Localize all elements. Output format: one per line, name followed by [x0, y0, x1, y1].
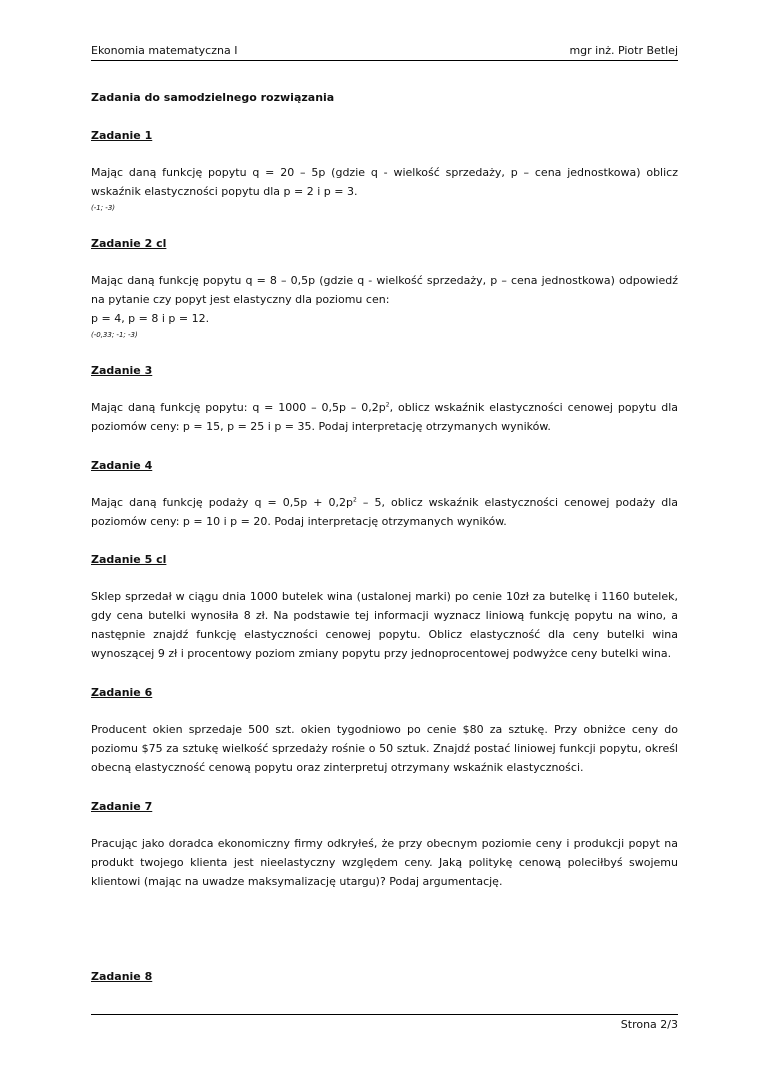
task-1-text: Mając daną funkcję popytu q = 20 – 5p (gdzie q - wielkość sprzedaży, p – cena jednostkowa) oblicz wskaźnik elastyczności popytu dla p = 2 i p = 3. — [91, 166, 678, 198]
task-5-text: Sklep sprzedał w ciągu dnia 1000 butelek wina (ustalonej marki) po cenie 10zł za butelkę i 1160 butelek, gdy cena butelki wynosiła 8 zł. Na podstawie tej informacji wyznacz liniową funkcję popytu na wino, a następnie znajdź funkcję elastyczności cenowej popytu. Oblicz elastyczność dla ceny butelki wina wynoszącej 9 zł i procentowy poziom zmiany popytu przy jednoprocentowej podwyżce ceny butelki wina. — [91, 590, 678, 660]
task-3-text — [91, 398, 678, 436]
task-4-title: Zadanie 4 — [91, 459, 153, 472]
section-title: Zadania do samodzielnego rozwiązania — [91, 91, 335, 104]
task-4-text-b: – 5, oblicz wskaźnik elastyczności cenowej podaży dla poziomów ceny: p = 10 i p = 20. Podaj interpretację otrzymanych wyników. — [91, 496, 678, 528]
task-1-title: Zadanie 1 — [91, 129, 153, 142]
task-2-text-prices: p = 4, p = 8 i p = 12. — [91, 312, 210, 325]
task-5-title: Zadanie 5 cl — [91, 553, 167, 566]
task-7-title: Zadanie 7 — [91, 800, 153, 813]
task-2-answer: (-0,33; -1; -3) — [91, 331, 138, 339]
task-3-text-b: , oblicz wskaźnik elastyczności cenowej popytu dla poziomów ceny: p = 15, p = 25 i p = 35. Podaj interpretację otrzymanych wyników. — [91, 401, 678, 433]
task-1-answer: (-1; -3) — [91, 204, 116, 212]
task-3-exponent: 2 — [385, 401, 390, 409]
task-2-title: Zadanie 2 cl — [91, 237, 167, 250]
task-4-text — [91, 493, 678, 531]
course-title: Ekonomia matematyczna I — [91, 44, 238, 57]
page-footer — [91, 1014, 678, 1031]
task-2-text: Mając daną funkcję popytu q = 8 – 0,5p (gdzie q - wielkość sprzedaży, p – cena jednostkowa) odpowiedź na pytanie czy popyt jest elastyczny dla poziomu cen: — [91, 274, 678, 306]
task-4-text-a: Mając daną funkcję podaży q = 0,5p + 0,2p — [91, 496, 354, 509]
task-3-title: Zadanie 3 — [91, 364, 153, 377]
page-number: Strona 2/3 — [620, 1018, 678, 1031]
task-3-text-a: Mając daną funkcję popytu: q = 1000 – 0,5p – 0,2p — [91, 401, 386, 414]
task-4-exponent: 2 — [353, 496, 357, 504]
page-header — [91, 44, 678, 61]
task-6-title: Zadanie 6 — [91, 686, 153, 699]
task-8-title: Zadanie 8 — [91, 970, 153, 983]
task-7-text: Pracując jako doradca ekonomiczny firmy odkryłeś, że przy obecnym poziomie ceny i produkcji popyt na produkt twojego klienta jest nieelastyczny względem ceny. Jaką politykę cenową poleciłbyś swojemu klientowi (mając na uwadze maksymalizację utargu)? Podaj argumentację. — [91, 837, 678, 888]
task-6-text: Producent okien sprzedaje 500 szt. okien tygodniowo po cenie $80 za sztukę. Przy obniżce ceny do poziomu $75 za sztukę wielkość sprzedaży rośnie o 50 sztuk. Znajdź postać liniowej funkcji popytu, określ obecną elastyczność cenową popytu oraz zinterpretuj otrzymany wskaźnik elastyczności. — [91, 723, 678, 774]
author-name: mgr inż. Piotr Betlej — [569, 44, 678, 57]
